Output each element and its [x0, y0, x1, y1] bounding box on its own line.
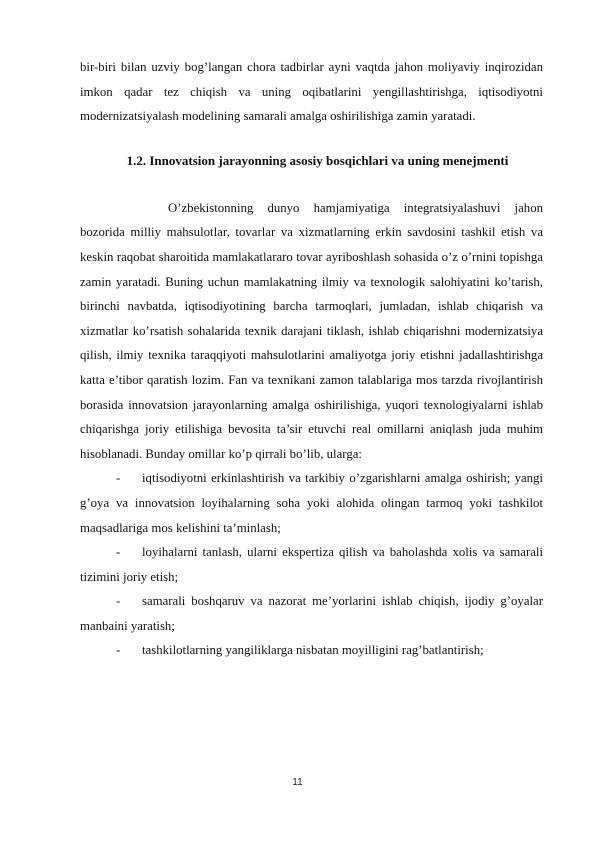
list-item-text: samarali boshqaruv va nazorat me’yorlarini ishlab chiqish, ijodiy g’oyalar manbaini yaratish; — [80, 594, 543, 633]
main-paragraph: O’zbekistonning dunyo hamjamiyatiga integratsiyalashuvi jahon bozorida milliy mahsulotlar, tovarlar va xizmatlarning erkin savdosini tashkil etish va keskin raqobat sharoitida mamlakatlararo tovar ayriboshlash sohasida o’z o’rnini topishga zamin yaratadi. Buning uchun mamlakatning ilmiy va texnologik salohiyatini ko’tarish, birinchi navbatda, iqtisodiyotining barcha tarmoqlari, jumladan, ishlab chiqarish va xizmatlar ko’rsatish sohalarida texnik darajani tiklash, ishlab chiqarishni modernizatsiya qilish, ilmiy texnika taraqqiyoti mahsulotlarini amaliyotga joriy etishni jadallashtirishga katta e’tibor qaratish lozim. Fan va texnikani zamon talablariga mos tarzda rivojlantirish borasida innovatsion jarayonlarning amalga oshirilishiga, yuqori texnologiyalarni ishlab chiqarishga joriy etilishiga bevosita ta’sir etuvchi real omillarni aniqlash juda muhim hisoblanadi. Bunday omillar ko’p qirrali bo’lib, ularga: — [80, 200, 543, 461]
bullet-dash: - — [116, 594, 121, 609]
page-number: 11 — [292, 777, 303, 788]
list-item — [80, 589, 543, 638]
intro-paragraph: bir-biri bilan uzviy bog’langan chora tadbirlar ayni vaqtda jahon moliyaviy inqirozidan imkon qadar tez chiqish va uning oqibatlarini yengillashtirishga, iqtisodiyotni modernizatsiyalash modelining samarali amalga oshirilishiga zamin yaratadi. — [80, 60, 543, 124]
bullet-dash: - — [116, 471, 121, 486]
list-item-text: loyihalarni tanlash, ularni ekspertiza qilish va baholashda xolis va samarali tizimini joriy etish; — [80, 545, 543, 584]
list-item-text: iqtisodiyotni erkinlashtirish va tarkibiy o’zgarishlarni amalga oshirish; yangi g’oya va innovatsion loyihalarning soha yoki alohida olingan tarmoq yoki tashkilot maqsadlariga mos kelishini ta’minlash; — [80, 471, 543, 535]
bullet-dash: - — [116, 545, 121, 560]
list-item — [80, 466, 543, 540]
list-item — [80, 638, 543, 663]
list-item — [80, 540, 543, 589]
bullet-dash: - — [116, 643, 121, 658]
section-heading: 1.2. Innovatsion jarayonning asosiy bosqichlari va uning menejmenti — [126, 152, 509, 168]
list-item-text: tashkilotlarning yangiliklarga nisbatan moyilligini rag’batlantirish; — [142, 643, 484, 658]
document-page — [80, 55, 543, 663]
